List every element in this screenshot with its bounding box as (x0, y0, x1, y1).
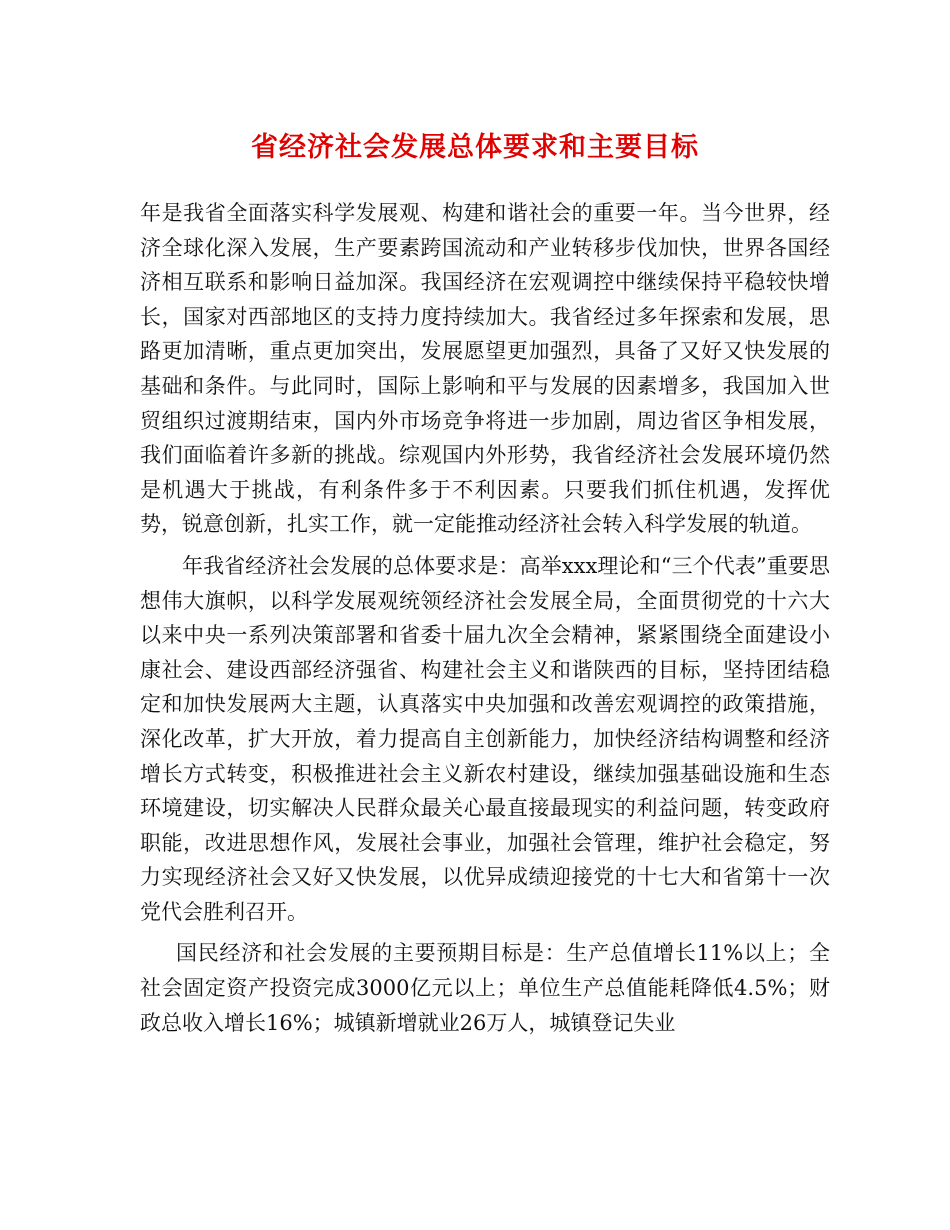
page-title: 省经济社会发展总体要求和主要目标 (251, 132, 699, 163)
paragraph-intro: 年是我省全面落实科学发展观、构建和谐社会的重要一年。当今世界，经济全球化深入发展，生产要素跨国流动和产业转移步伐加快，世界各国经济相互联系和影响日益加深。我国经济在宏观调控中继续保持平稳较快增长，国家对西部地区的支持力度持续加大。我省经过多年探索和发展，思路更加清晰，重点更加突出，发展愿望更加强烈，具备了又好又快发展的基础和条件。与此同时，国际上影响和平与发展的因素增多，我国加入世贸组织过渡期结束，国内外市场竞争将进一步加剧，周边省区争相发展，我们面临着许多新的挑战。综观国内外形势，我省经济社会发展环境仍然是机遇大于挑战，有利条件多于不利因素。只要我们抓住机遇，发挥优势，锐意创新，扎实工作，就一定能推动经济社会转入科学发展的轨道。 (140, 201, 830, 537)
paragraph-main-targets: 国民经济和社会发展的主要预期目标是：生产总值增长11%以上；全社会固定资产投资完成3000亿元以上；单位生产总值能耗降低4.5%；财政总收入增长16%；城镇新增就业26万人，城镇登记失业 (140, 941, 830, 1035)
document-body (140, 196, 830, 1047)
paragraph-overall-requirements: 年我省经济社会发展的总体要求是：高举xxx理论和“三个代表”重要思想伟大旗帜，以科学发展观统领经济社会发展全局，全面贯彻党的十六大以来中央一系列决策部署和省委十届九次全会精神，紧紧围绕全面建设小康社会、建设西部经济强省、构建社会主义和谐陕西的目标，坚持团结稳定和加快发展两大主题，认真落实中央加强和改善宏观调控的政策措施，深化改革，扩大开放，着力提高自主创新能力，加快经济结构调整和经济增长方式转变，积极推进社会主义新农村建设，继续加强基础设施和生态环境建设，切实解决人民群众最关心最直接最现实的利益问题，转变政府职能，改进思想作风，发展社会事业，加强社会管理，维护社会稳定，努力实现经济社会又好又快发展，以优异成绩迎接党的十七大和省第十一次党代会胜利召开。 (140, 553, 830, 924)
